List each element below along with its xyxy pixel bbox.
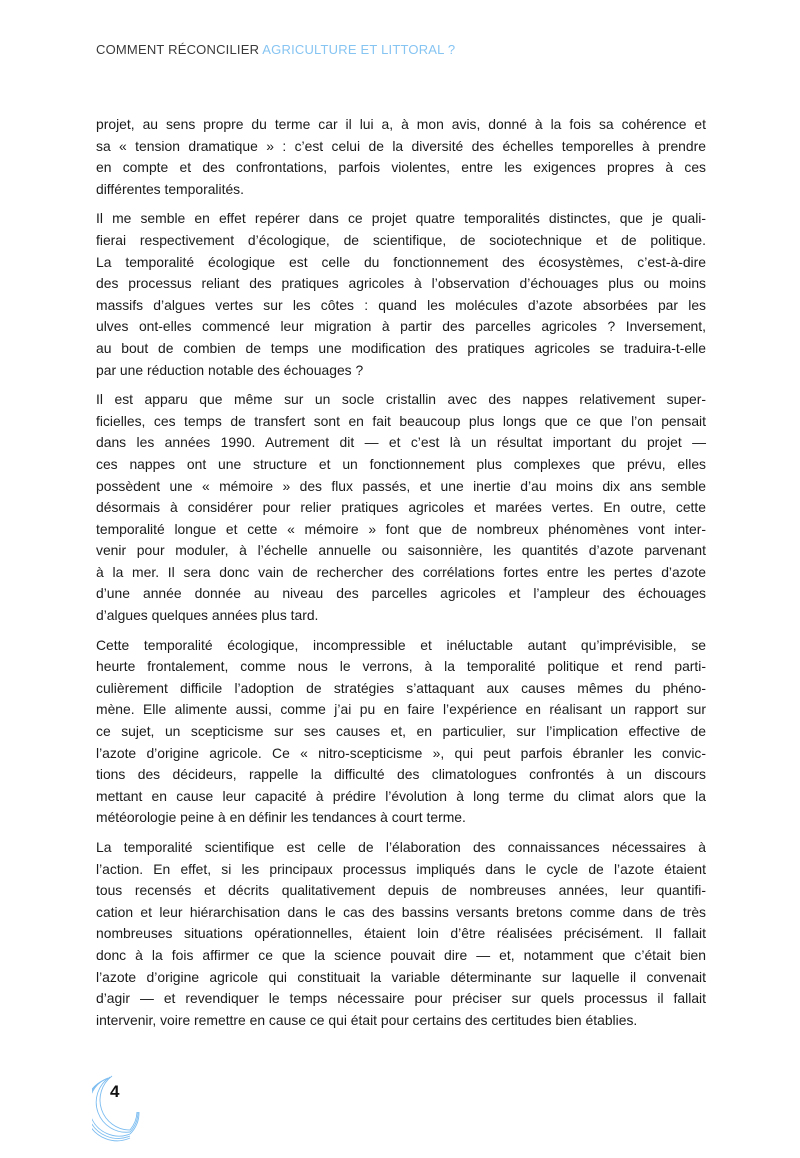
text-line: d’agir — et revendiquer le temps nécessaire pour préciser sur quels processus il fallait xyxy=(96,990,706,1007)
text-line: intervenir, voire remettre en cause ce qui était pour certains des certitudes bien établies. xyxy=(96,1011,638,1028)
text-line: projet, au sens propre du terme car il lui a, à mon avis, donné à la fois sa cohérence et xyxy=(96,116,706,132)
text-line: l’action. En effet, si les principaux processus impliqués dans le cycle de l’azote étaient xyxy=(96,860,706,877)
swirl-logo-icon xyxy=(92,1072,162,1142)
text-line: Cette temporalité écologique, incompressible et inéluctable autant qu’imprévisible, se xyxy=(96,636,706,653)
text-line: heurte frontalement, comme nous le verrons, à la temporalité politique et rend parti- xyxy=(96,658,706,675)
text-line: à la mer. Il sera donc vain de rechercher des corrélations fortes entre les pertes d’azote xyxy=(96,563,706,580)
text-line: l’azote d’origine agricole. Ce « nitro-scepticisme », qui peut parfois ébranler les convic- xyxy=(96,744,706,761)
text-line: au bout de combien de temps une modification des pratiques agricoles se traduira-t-elle xyxy=(96,339,706,356)
text-line: temporalité longue et cette « mémoire » font que de nombreux phénomènes vont inter- xyxy=(96,520,706,537)
running-header-title: COMMENT RÉCONCILIER xyxy=(96,42,260,57)
text-line: Il me semble en effet repérer dans ce projet quatre temporalités distinctes, que je quali- xyxy=(96,210,706,227)
paragraph xyxy=(96,635,706,829)
text-line: des processus reliant des pratiques agricoles à l’observation d’échouages plus ou moins xyxy=(96,275,706,292)
text-line: ficielles, ces temps de transfert sont en fait beaucoup plus longs que ce que l’on pensait xyxy=(96,412,706,429)
text-line: nombreuses situations opérationnelles, étaient loin d’être réalisées précisément. Il fallait xyxy=(96,925,706,942)
text-line: donc à la fois affirmer ce que la science pouvait dire — et, notamment que c’était bien xyxy=(96,946,706,963)
text-line: La temporalité écologique est celle du fonctionnement des écosystèmes, c’est-à-dire xyxy=(96,253,706,270)
text-line: ulves ont-elles commencé leur migration à partir des parcelles agricoles ? Inversement, xyxy=(96,318,706,335)
running-header xyxy=(96,42,455,57)
text-line: en compte et des confrontations, parfois violentes, entre les exigences propres à ces xyxy=(96,159,706,176)
text-line: par une réduction notable des échouages ? xyxy=(96,361,364,378)
text-line: sa « tension dramatique » : c’est celui de la diversité des échelles temporelles à prendre xyxy=(96,137,706,154)
text-line: venir pour moduler, à l’échelle annuelle ou saisonnière, les quantités d’azote parvenant xyxy=(96,542,706,559)
text-line: différentes temporalités. xyxy=(96,180,244,197)
paragraph xyxy=(96,208,706,381)
text-line: tions des décideurs, rappelle la difficulté des climatologues confrontés à un discours xyxy=(96,766,706,783)
text-line: tous recensés et décrits qualitativement depuis de nombreuses années, leur quantifi- xyxy=(96,882,706,899)
text-line: cation et leur hiérarchisation dans le cas des bassins versants bretons comme dans de très xyxy=(96,903,706,920)
text-line: possèdent une « mémoire » des flux passés, et une inertie d’au moins dix ans semble xyxy=(96,477,706,494)
text-line: mettant en cause leur capacité à prédire l’évolution à long terme du climat alors que la xyxy=(96,787,706,804)
text-line: d’algues quelques années plus tard. xyxy=(96,607,319,624)
running-header-subtitle: AGRICULTURE ET LITTORAL ? xyxy=(262,42,456,57)
text-line: désormais à considérer pour relier pratiques agricoles et marées vertes. En outre, cette xyxy=(96,499,706,516)
page-number: 4 xyxy=(110,1082,120,1101)
page-number-block xyxy=(92,1072,162,1142)
text-line: culièrement difficile l’adoption de stratégies s’attaquant aux causes mêmes du phéno- xyxy=(96,679,706,696)
text-line: massifs d’algues vertes sur les côtes : quand les molécules d’azote absorbées par les xyxy=(96,296,706,313)
text-line: l’azote d’origine agricole qui constituait la variable déterminante sur laquelle il convenait xyxy=(96,968,706,985)
paragraph xyxy=(96,389,706,627)
text-line: d’une année donnée au niveau des parcelles agricoles et l’ampleur des échouages xyxy=(96,585,706,602)
text-line: météorologie peine à en définir les tendances à court terme. xyxy=(96,809,466,826)
text-line: La temporalité scientifique est celle de l’élaboration des connaissances nécessaires à xyxy=(96,839,706,855)
text-line: dans les années 1990. Autrement dit — et c’est là un résultat important du projet — xyxy=(96,434,706,451)
paragraph xyxy=(96,114,706,200)
text-line: ces nappes ont une structure et un fonctionnement plus complexes que prévu, elles xyxy=(96,455,706,472)
body-text xyxy=(96,114,706,1039)
text-line: Il est apparu que même sur un socle cristallin avec des nappes relativement super- xyxy=(96,391,706,408)
text-line: ce sujet, un scepticisme sur ses causes et, en particulier, sur l’implication effective de xyxy=(96,723,706,740)
paragraph xyxy=(96,837,706,1031)
text-line: fierai respectivement d’écologique, de scientifique, de sociotechnique et de politique. xyxy=(96,231,706,248)
text-line: mène. Elle alimente aussi, comme j’ai pu en faire l’expérience en réalisant un rapport sur xyxy=(96,701,706,718)
